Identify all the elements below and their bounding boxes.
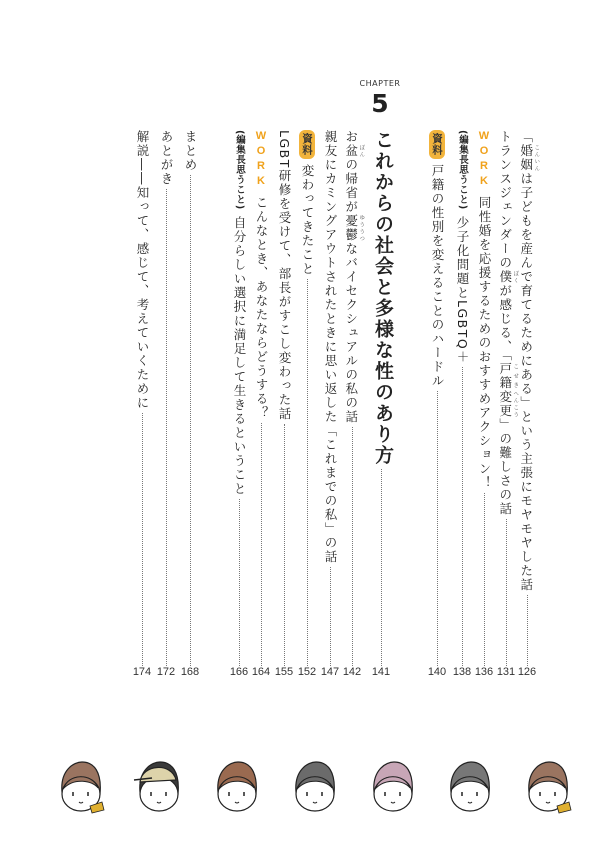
dotted-leader bbox=[462, 367, 463, 666]
entry-text bbox=[473, 196, 495, 490]
entry-text bbox=[250, 196, 272, 420]
text-segment: まとめ bbox=[183, 130, 198, 172]
page-number: 152 bbox=[297, 666, 317, 678]
toc-entry[interactable] bbox=[341, 130, 363, 666]
page-number: 141 bbox=[371, 666, 391, 678]
woman-brown-hair-face-icon bbox=[519, 758, 575, 818]
toc-entry-title bbox=[273, 130, 295, 421]
text-segment: が感じる、「 bbox=[497, 284, 513, 362]
toc-entry-title bbox=[368, 130, 394, 466]
toc-entry-title bbox=[296, 130, 318, 276]
ruby-reading: こせき bbox=[512, 361, 519, 390]
dotted-leader bbox=[330, 567, 331, 666]
text-segment: 自分らしい選択に満足して生きるということ bbox=[232, 215, 247, 496]
page-number: 172 bbox=[156, 666, 176, 678]
dotted-leader bbox=[261, 423, 262, 666]
entry-text bbox=[319, 130, 341, 564]
ruby-reading: へんこう bbox=[512, 389, 519, 418]
dotted-leader bbox=[506, 519, 507, 666]
work-tag: WORK bbox=[255, 130, 267, 190]
ruby-text bbox=[343, 214, 365, 242]
page-number: 174 bbox=[132, 666, 152, 678]
ruby-text bbox=[518, 144, 540, 172]
toc-entry[interactable] bbox=[250, 130, 272, 666]
toc-entry[interactable] bbox=[273, 130, 295, 666]
dotted-leader bbox=[381, 469, 382, 666]
toc-entry-title bbox=[250, 130, 272, 420]
character-faces bbox=[0, 758, 600, 828]
chapter-number: 5 bbox=[371, 89, 389, 118]
toc-entry-title bbox=[340, 130, 365, 424]
page-number: 155 bbox=[274, 666, 294, 678]
woman-long-brown-hair-face-icon bbox=[208, 758, 264, 818]
page-number: 131 bbox=[496, 666, 516, 678]
chapter-label: CHAPTER bbox=[359, 79, 401, 88]
toc-entry[interactable] bbox=[296, 130, 318, 666]
dotted-leader bbox=[142, 413, 143, 666]
page-number: 138 bbox=[452, 666, 472, 678]
toc-entry[interactable] bbox=[516, 130, 538, 666]
entry-text bbox=[228, 216, 250, 496]
entry-text bbox=[340, 130, 365, 424]
text-segment: 同性婚を応援するためのおすすめアクション！ bbox=[477, 196, 492, 490]
editor-note-tag: (編集長思うこと) bbox=[457, 130, 468, 210]
ruby-base: 盆 bbox=[343, 144, 359, 158]
dotted-leader bbox=[307, 279, 308, 666]
ruby-base: 変更 bbox=[497, 389, 513, 418]
dotted-leader bbox=[166, 189, 167, 666]
entry-text bbox=[426, 164, 448, 388]
entry-text bbox=[451, 216, 473, 364]
ruby-text bbox=[343, 144, 365, 158]
entry-text bbox=[179, 130, 201, 172]
page-number: 140 bbox=[427, 666, 447, 678]
text-segment: 」の難しさの話 bbox=[497, 417, 513, 516]
ruby-reading: ぼん bbox=[358, 144, 365, 158]
woman-brown-hair-face-icon bbox=[52, 758, 108, 818]
page-number: 147 bbox=[320, 666, 340, 678]
toc-entry-title bbox=[131, 130, 153, 410]
ruby-base: 婚姻 bbox=[518, 144, 534, 172]
toc-entry-title bbox=[319, 130, 341, 564]
toc-entry-title bbox=[426, 130, 448, 388]
dotted-leader bbox=[527, 595, 528, 666]
toc-entry-title bbox=[473, 130, 495, 490]
page-number: 126 bbox=[517, 666, 537, 678]
toc-entry[interactable] bbox=[368, 130, 394, 666]
page-number: 168 bbox=[180, 666, 200, 678]
ruby-base: 戸籍 bbox=[497, 361, 513, 390]
dotted-leader bbox=[190, 175, 191, 666]
ruby-text bbox=[497, 361, 519, 390]
toc-entry[interactable] bbox=[319, 130, 341, 666]
dotted-leader bbox=[284, 424, 285, 666]
dotted-leader bbox=[437, 391, 438, 666]
text-segment: 戸籍の性別を変えることのハードル bbox=[430, 164, 445, 388]
toc-entry[interactable] bbox=[473, 130, 495, 666]
text-segment: なバイセクシュアルの私の話 bbox=[343, 242, 359, 424]
ruby-reading: こんいん bbox=[533, 144, 540, 172]
entry-text bbox=[296, 164, 318, 276]
entry-text bbox=[155, 130, 177, 186]
text-segment: の帰省が bbox=[343, 158, 359, 214]
ruby-base: 僕 bbox=[497, 270, 513, 284]
toc-entry-title bbox=[155, 130, 177, 186]
text-segment: 「 bbox=[518, 130, 534, 144]
ruby-reading: ぼく bbox=[512, 270, 519, 284]
woman-pink-hair-face-icon bbox=[364, 758, 420, 818]
toc-entry-title bbox=[228, 130, 250, 496]
work-tag: WORK bbox=[478, 130, 490, 190]
ruby-reading: ゆううつ bbox=[358, 214, 365, 242]
text-segment: は子どもを産んで育てるためにある」という主張にモヤモヤした話 bbox=[518, 172, 534, 592]
person-cap-face-icon bbox=[130, 758, 186, 818]
text-segment: LGBT研修を受けて、部長がすこし変わった話 bbox=[277, 130, 292, 421]
entry-text bbox=[494, 130, 519, 516]
dotted-leader bbox=[352, 427, 353, 666]
page-number: 164 bbox=[251, 666, 271, 678]
toc-entry[interactable] bbox=[155, 130, 177, 666]
text-segment: 少子化問題とLGBTQ＋ bbox=[455, 215, 470, 364]
toc-entry[interactable] bbox=[131, 130, 153, 666]
text-segment: あとがき bbox=[159, 130, 174, 186]
entry-text bbox=[131, 130, 153, 410]
toc-entry[interactable] bbox=[495, 130, 517, 666]
text-segment: 変わってきたこと bbox=[300, 164, 315, 276]
text-segment: 解説――知って、感じて、考えていくために bbox=[135, 130, 150, 410]
entry-text bbox=[515, 130, 540, 592]
man-gray-hair-face-icon bbox=[286, 758, 342, 818]
man-dark-gray-hair-face-icon bbox=[441, 758, 497, 818]
text-segment: 親友にカミングアウトされたときに思い返した「これまでの私」の話 bbox=[323, 130, 338, 564]
toc-entry-title bbox=[451, 130, 473, 364]
entry-text bbox=[273, 130, 295, 421]
ruby-text bbox=[497, 270, 519, 284]
text-segment: お bbox=[343, 130, 359, 144]
editor-note-tag: (編集長思うこと) bbox=[234, 130, 245, 210]
ruby-text bbox=[497, 389, 519, 418]
toc-entry-title bbox=[494, 130, 519, 516]
page-number: 136 bbox=[474, 666, 494, 678]
toc-entry[interactable] bbox=[451, 130, 473, 666]
shiryo-badge: 資料 bbox=[299, 130, 315, 159]
toc-entry[interactable] bbox=[426, 130, 448, 666]
text-segment: こんなとき、あなたならどうする？ bbox=[254, 196, 269, 420]
toc-entry[interactable] bbox=[179, 130, 201, 666]
toc-entry[interactable] bbox=[228, 130, 250, 666]
toc-entry-title bbox=[179, 130, 201, 172]
shiryo-badge: 資料 bbox=[429, 130, 445, 159]
page-number: 166 bbox=[229, 666, 249, 678]
toc-entry-title bbox=[515, 130, 540, 592]
text-segment: トランスジェンダーの bbox=[497, 130, 513, 270]
chapter-title: これからの社会と多様な性のあり方 bbox=[372, 130, 394, 466]
ruby-base: 憂鬱 bbox=[343, 214, 359, 242]
dotted-leader bbox=[239, 499, 240, 666]
dotted-leader bbox=[484, 493, 485, 666]
page-number: 142 bbox=[342, 666, 362, 678]
